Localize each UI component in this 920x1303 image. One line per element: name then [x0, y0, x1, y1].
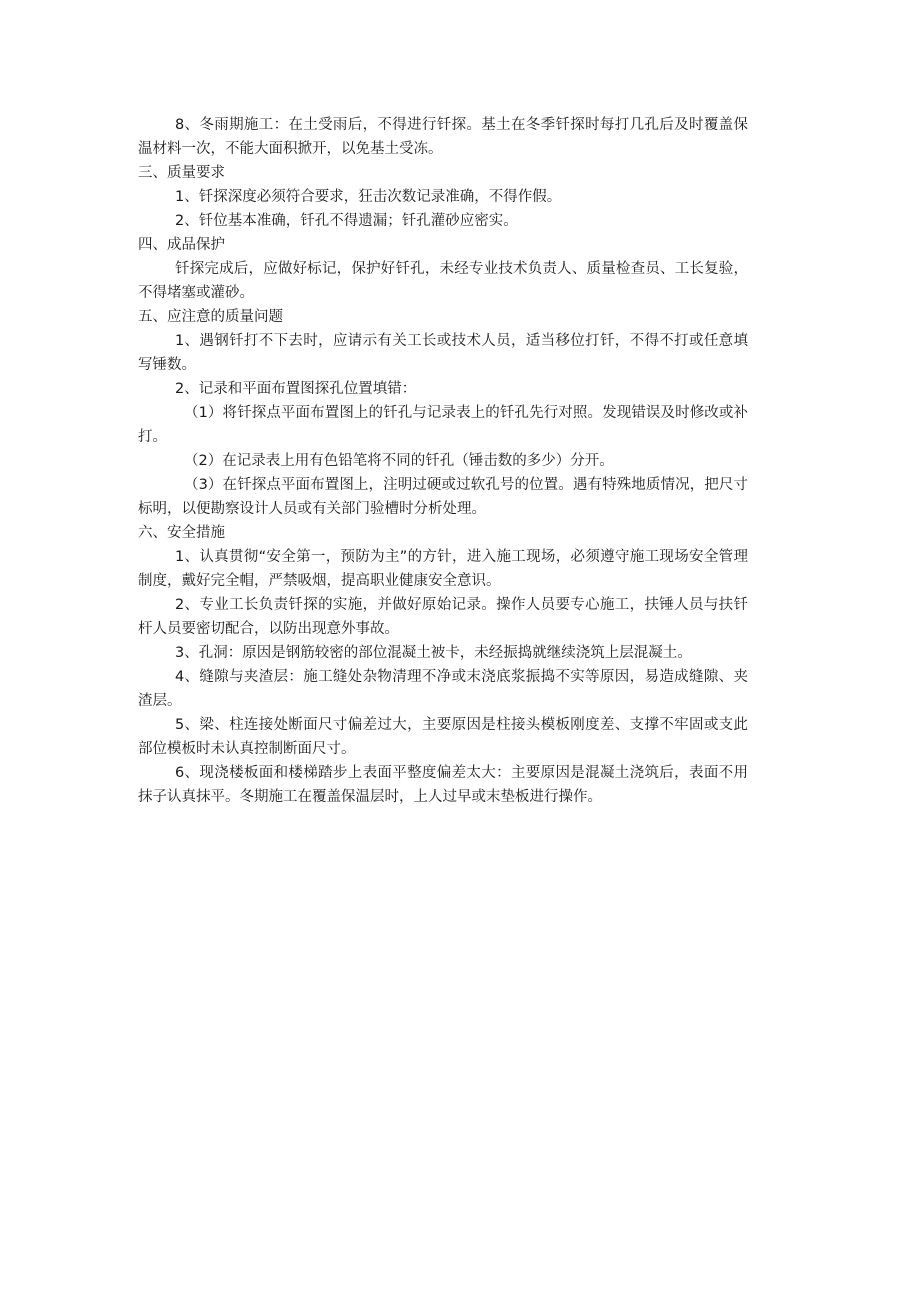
- section-heading-quality-requirements: 三、质量要求: [138, 165, 225, 181]
- paragraph-slab-flatness: 6、现浇楼板面和楼梯踏步上表面平整度偏差太大：主要原因是混凝土浇筑后，表面不用抹子认真抹平。冬期施工在覆盖保温层时，上人过早或末垫板进行操作。: [138, 765, 748, 805]
- paragraph-sub-item-2: （2）在记录表上用有色铅笔将不同的钎孔（锤击数的多少）分开。: [184, 453, 614, 469]
- paragraph-foreman-responsibility: 2、专业工长负责钎探的实施，并做好原始记录。操作人员要专心施工，扶锤人员与扶钎杆人员要密切配合，以防出现意外事故。: [138, 597, 748, 637]
- section-heading-safety-measures: 六、安全措施: [138, 525, 225, 541]
- paragraph-probe-depth: 1、钎探深度必须符合要求，狂击次数记录准确，不得作假。: [175, 189, 562, 205]
- section-heading-product-protection: 四、成品保护: [138, 237, 225, 253]
- paragraph-gaps-slag: 4、缝隙与夹渣层：施工缝处杂物清理不净或末浇底浆振捣不实等原因，易造成缝隙、夹渣层。: [138, 669, 748, 709]
- paragraph-probe-position: 2、钎位基本准确，钎孔不得遗漏；钎孔灌砂应密实。: [175, 213, 518, 229]
- paragraph-winter-rain-construction: 8、冬雨期施工：在土受雨后，不得进行钎探。基土在冬季钎探时每打几孔后及时覆盖保温材料一次，不能大面积掀开，以免基土受冻。: [138, 117, 748, 157]
- section-heading-quality-issues: 五、应注意的质量问题: [138, 309, 283, 325]
- paragraph-probe-marking: 钎探完成后，应做好标记，保护好钎孔，未经专业技术负责人、质量检查员、工长复验，不得堵塞或灌砂。: [138, 261, 748, 301]
- paragraph-steel-rod-blocked: 1、遇钢钎打不下去时，应请示有关工长或技术人员，适当移位打钎，不得不打或任意填写锤数。: [138, 333, 748, 373]
- paragraph-beam-column-deviation: 5、梁、柱连接处断面尺寸偏差过大，主要原因是柱接头模板刚度差、支撑不牢固或支此部位模板时未认真控制断面尺寸。: [138, 717, 748, 757]
- paragraph-sub-item-1: （1）将钎探点平面布置图上的钎孔与记录表上的钎孔先行对照。发现错误及时修改或补打。: [138, 405, 748, 445]
- paragraph-sub-item-3: （3）在钎探点平面布置图上，注明过硬或过软孔号的位置。遇有特殊地质情况，把尺寸标明，以便勘察设计人员或有关部门验槽时分析处理。: [138, 477, 748, 517]
- document-body: [138, 113, 748, 809]
- paragraph-record-errors: 2、记录和平面布置图探孔位置填错：: [175, 381, 417, 397]
- paragraph-honeycomb-holes: 3、孔洞：原因是钢筋较密的部位混凝土被卡，未经振捣就继续浇筑上层混凝土。: [175, 645, 692, 661]
- paragraph-safety-policy: 1、认真贯彻“安全第一，预防为主”的方针，进入施工现场，必须遵守施工现场安全管理制度，戴好完全帽，严禁吸烟，提高职业健康安全意识。: [138, 549, 748, 589]
